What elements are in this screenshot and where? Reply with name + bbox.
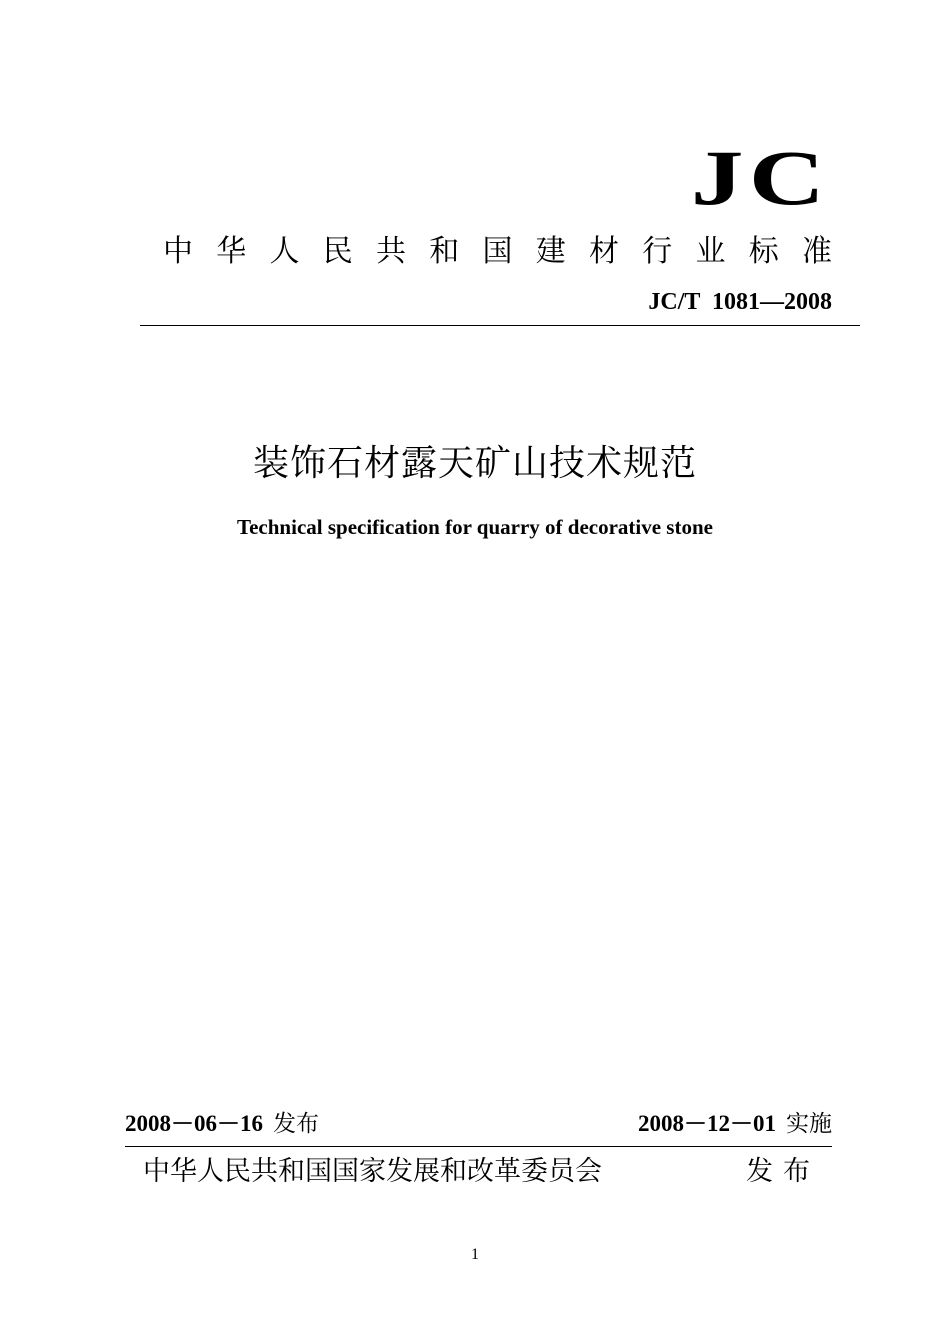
category-char: 民 (322, 234, 353, 269)
implementation-date-line (638, 1108, 832, 1140)
category-char: 业 (695, 234, 726, 269)
category-char: 中 (163, 234, 193, 269)
category-char: 和 (429, 234, 460, 269)
category-char: 国 (482, 234, 513, 269)
category-char: 行 (642, 234, 673, 269)
category-char: 建 (535, 234, 566, 269)
issuing-authority: 中华人民共和国国家发展和改革委员会 (143, 1156, 602, 1187)
category-char: 人 (269, 234, 300, 269)
header-divider (140, 325, 860, 326)
document-title-english: Technical specification for quarry of decorative stone (237, 515, 713, 539)
footer-divider (125, 1146, 832, 1147)
standard-number: JC/T 1081—2008 (648, 289, 832, 315)
category-char: 标 (748, 234, 779, 269)
issue-date-line (125, 1108, 319, 1140)
standard-category (163, 232, 832, 272)
issuer-action: 发布 (746, 1156, 820, 1187)
category-char: 共 (376, 234, 406, 269)
jc-logo: JC (690, 134, 830, 221)
document-title-chinese: 装饰石材露天矿山技术规范 (252, 443, 697, 484)
category-char: 华 (216, 234, 247, 269)
page-number: 1 (471, 1246, 479, 1263)
implementation-label: 实施 (786, 1111, 832, 1137)
issue-date: 2008－06－16 (125, 1111, 263, 1136)
issue-label: 发布 (273, 1111, 319, 1137)
category-char: 准 (802, 234, 832, 269)
implementation-date: 2008－12－01 (638, 1111, 776, 1136)
category-char: 材 (589, 234, 619, 269)
